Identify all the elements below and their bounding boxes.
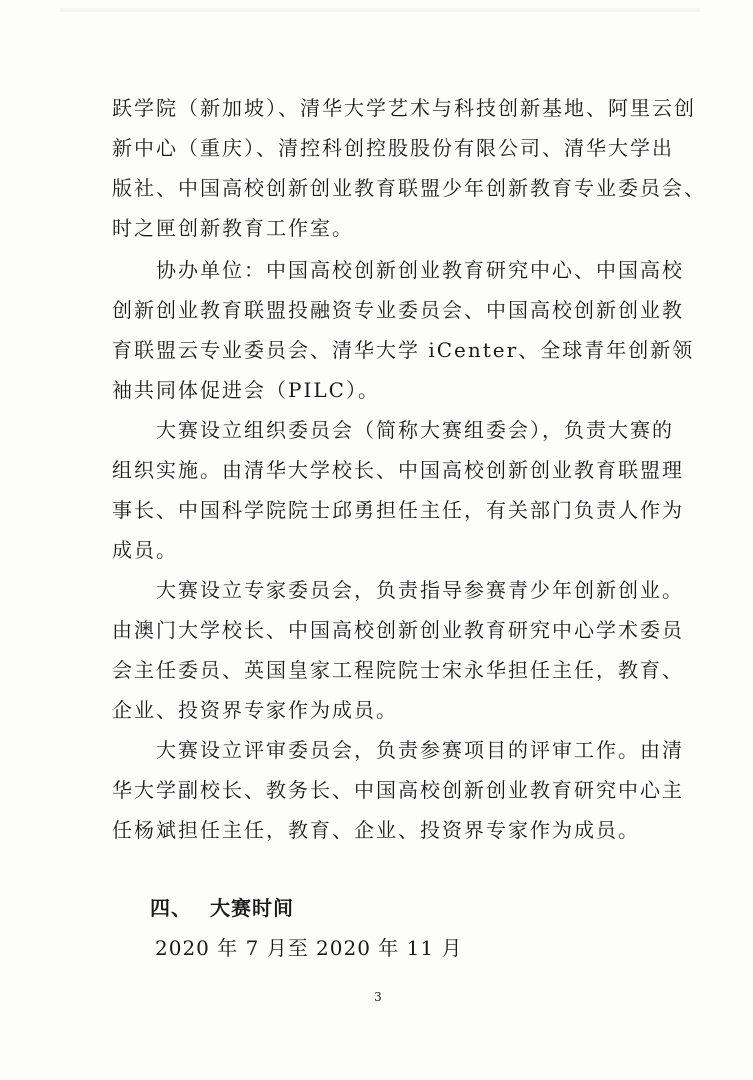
text-line: 创新创业教育联盟投融资专业委员会、中国高校创新创业教: [112, 298, 684, 322]
text-line: 时之匣创新教育工作室。: [112, 216, 354, 240]
text-line: 版社、中国高校创新创业教育联盟少年创新教育专业委员会、: [112, 176, 706, 200]
text-line: 育联盟云专业委员会、清华大学 iCenter、全球青年创新领: [112, 338, 695, 362]
scan-edge-shadow: [60, 8, 700, 12]
text-line: 协办单位：中国高校创新创业教育研究中心、中国高校: [112, 258, 684, 282]
text-line: 新中心（重庆）、清控科创控股股份有限公司、清华大学出: [112, 136, 674, 160]
text-line: 会主任委员、英国皇家工程院院士宋永华担任主任，教育、: [112, 658, 684, 682]
page-number: 3: [374, 990, 382, 1004]
text-line: 大赛设立组织委员会（简称大赛组委会），负责大赛的: [112, 418, 674, 442]
section-title: 大赛时间: [210, 896, 294, 920]
text-line: 大赛设立评审委员会，负责参赛项目的评审工作。由清: [112, 738, 684, 762]
section-heading: [150, 896, 294, 920]
section-number: 四、: [150, 896, 192, 920]
text-line: 事长、中国科学院院士邱勇担任主任，有关部门负责人作为: [112, 498, 684, 522]
text-line: 华大学副校长、教务长、中国高校创新创业教育研究中心主: [112, 778, 684, 802]
text-line: 企业、投资界专家作为成员。: [112, 698, 398, 722]
text-line: 跃学院（新加坡）、清华大学艺术与科技创新基地、阿里云创: [112, 96, 696, 120]
text-line: 由澳门大学校长、中国高校创新创业教育研究中心学术委员: [112, 618, 684, 642]
text-line: 成员。: [112, 538, 178, 562]
text-line: 任杨斌担任主任，教育、企业、投资界专家作为成员。: [112, 818, 640, 842]
text-line: 袖共同体促进会（PILC）。: [112, 378, 380, 402]
text-line: 组织实施。由清华大学校长、中国高校创新创业教育联盟理: [112, 458, 684, 482]
competition-date-range: 2020 年 7 月至 2020 年 11 月: [155, 936, 463, 960]
text-line: 大赛设立专家委员会，负责指导参赛青少年创新创业。: [112, 578, 684, 602]
